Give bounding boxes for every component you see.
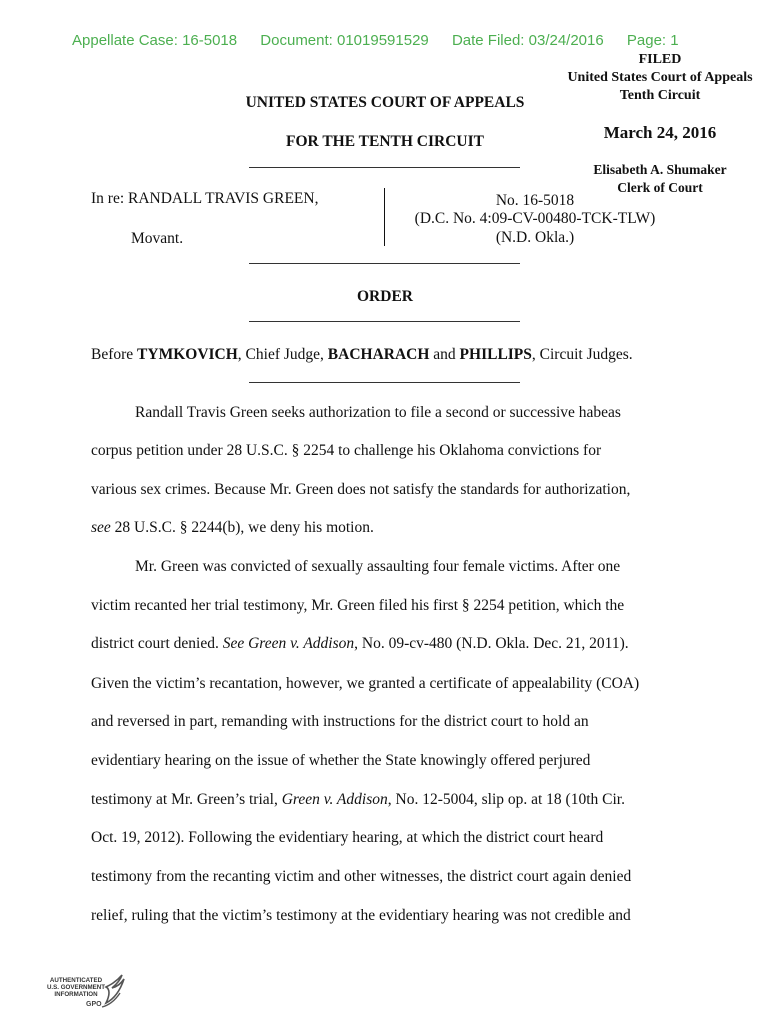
- caption-dc-number: (D.C. No. 4:09-CV-00480-TCK-TLW): [414, 210, 656, 227]
- body-line: Randall Travis Green seeks authorization to file a second or successive habeas: [135, 404, 621, 421]
- filed-label: FILED: [638, 52, 682, 67]
- document-number: Document: 01019591529: [260, 32, 429, 49]
- order-title: ORDER: [357, 288, 413, 305]
- signal-see: see: [91, 519, 111, 536]
- page-number: Page: 1: [626, 32, 679, 49]
- body-line: various sex crimes. Because Mr. Green does not satisfy the standards for authorization,: [91, 481, 631, 498]
- body-line: [91, 635, 629, 653]
- clerk-name: Elisabeth A. Shumaker: [593, 162, 727, 177]
- judge-tymkovich: TYMKOVICH: [137, 346, 238, 363]
- clerk-title: Clerk of Court: [617, 180, 703, 195]
- logo-line: INFORMATION: [54, 991, 98, 998]
- panel-before: Before: [91, 346, 138, 363]
- court-title-line1: UNITED STATES COURT OF APPEALS: [245, 94, 525, 111]
- filed-court: United States Court of Appeals: [567, 70, 753, 85]
- case-header-stamp: [72, 32, 698, 49]
- body-text: , No. 12-5004, slip op. at 18 (10th Cir.: [387, 791, 625, 808]
- body-line: corpus petition under 28 U.S.C. § 2254 to challenge his Oklahoma convictions for: [91, 442, 602, 459]
- logo-line: U.S. GOVERNMENT: [46, 984, 106, 991]
- caption-case-number: No. 16-5018: [495, 192, 575, 209]
- logo-line: AUTHENTICATED: [49, 977, 103, 984]
- body-line: evidentiary hearing on the issue of whether the State knowingly offered perjured: [91, 752, 591, 769]
- panel-and: and: [429, 346, 460, 363]
- body-text: 28 U.S.C. § 2244(b), we deny his motion.: [110, 519, 374, 536]
- judge-phillips: PHILLIPS: [459, 346, 532, 363]
- body-text: testimony at Mr. Green’s trial,: [91, 791, 282, 808]
- date-filed: Date Filed: 03/24/2016: [451, 32, 604, 49]
- body-line: [91, 791, 625, 809]
- divider-rule: [249, 382, 520, 383]
- caption-role: Movant.: [131, 230, 184, 247]
- logo-gpo: GPO: [86, 1001, 102, 1008]
- divider-rule: [249, 263, 520, 264]
- body-line: [91, 519, 374, 537]
- body-line: Mr. Green was convicted of sexually assaulting four female victims. After one: [135, 558, 621, 575]
- filed-date: March 24, 2016: [603, 123, 717, 142]
- case-citation: See Green v. Addison: [222, 635, 355, 652]
- judge-bacharach: BACHARACH: [327, 346, 430, 363]
- body-line: and reversed in part, remanding with instructions for the district court to hold an: [91, 713, 589, 730]
- judge1-title: , Chief Judge,: [237, 346, 328, 363]
- filed-circuit: Tenth Circuit: [619, 88, 701, 103]
- judges-title: , Circuit Judges.: [531, 346, 633, 363]
- body-line: victim recanted her trial testimony, Mr. Green filed his first § 2254 petition, which the: [91, 597, 625, 614]
- panel-line: [91, 346, 633, 364]
- body-text: district court denied.: [91, 635, 223, 652]
- caption-district: (N.D. Okla.): [495, 229, 575, 246]
- divider-rule: [249, 321, 520, 322]
- body-line: Oct. 19, 2012). Following the evidentiary hearing, at which the district court heard: [91, 829, 604, 846]
- body-line: relief, ruling that the victim’s testimony at the evidentiary hearing was not credible and: [91, 907, 631, 924]
- caption-party: In re: RANDALL TRAVIS GREEN,: [91, 190, 319, 207]
- gpo-authenticated-logo: [44, 973, 134, 1013]
- caption-divider: [384, 188, 385, 246]
- body-line: Given the victim’s recantation, however, we granted a certificate of appealability (COA): [91, 675, 640, 692]
- case-number: Appellate Case: 16-5018: [72, 32, 238, 49]
- divider-rule: [249, 167, 520, 168]
- body-line: testimony from the recanting victim and other witnesses, the district court again denied: [91, 868, 632, 885]
- body-text: , No. 09-cv-480 (N.D. Okla. Dec. 21, 2011).: [354, 635, 629, 652]
- court-title-line2: FOR THE TENTH CIRCUIT: [286, 133, 484, 150]
- case-citation: Green v. Addison: [281, 791, 388, 808]
